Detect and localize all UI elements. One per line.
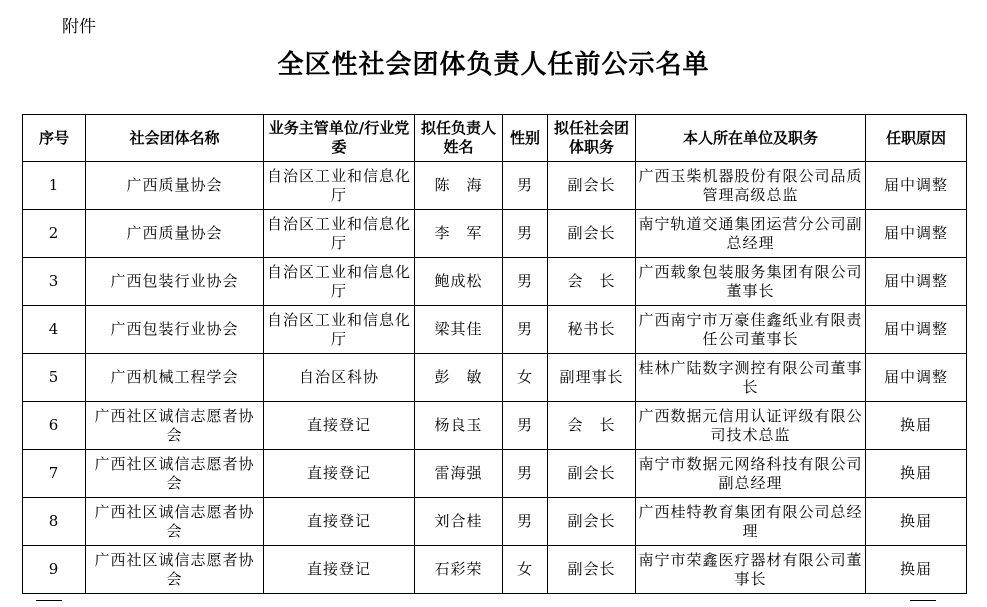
cell-number: 2 — [23, 210, 86, 258]
cell-gender: 男 — [503, 402, 548, 450]
cell-number: 5 — [23, 354, 86, 402]
cell-candidate-name: 雷海强 — [415, 450, 503, 498]
table-header-row — [23, 115, 967, 162]
column-header-organization: 社会团体名称 — [86, 115, 264, 162]
page-edge-mark — [36, 600, 62, 601]
cell-number: 9 — [23, 546, 86, 594]
cell-organization: 广西包装行业协会 — [86, 258, 264, 306]
cell-employer: 南宁市数据元网络科技有限公司副总经理 — [636, 450, 866, 498]
column-header-reason: 任职原因 — [866, 115, 967, 162]
cell-position: 副会长 — [548, 498, 636, 546]
cell-position: 副会长 — [548, 546, 636, 594]
cell-candidate-name: 石彩荣 — [415, 546, 503, 594]
cell-organization: 广西社区诚信志愿者协会 — [86, 450, 264, 498]
cell-candidate-name: 陈 海 — [415, 162, 503, 210]
cell-number: 6 — [23, 402, 86, 450]
cell-gender: 男 — [503, 306, 548, 354]
cell-position: 副会长 — [548, 450, 636, 498]
table-row — [23, 162, 967, 210]
column-header-employer: 本人所在单位及职务 — [636, 115, 866, 162]
cell-position: 会 长 — [548, 402, 636, 450]
cell-reason: 换届 — [866, 498, 967, 546]
cell-reason: 届中调整 — [866, 210, 967, 258]
cell-reason: 换届 — [866, 450, 967, 498]
column-header-candidate-name: 拟任负责人姓名 — [415, 115, 503, 162]
cell-supervisor: 自治区工业和信息化厅 — [264, 162, 415, 210]
column-header-position: 拟任社会团体职务 — [548, 115, 636, 162]
cell-organization: 广西质量协会 — [86, 210, 264, 258]
cell-reason: 届中调整 — [866, 354, 967, 402]
cell-candidate-name: 杨良玉 — [415, 402, 503, 450]
cell-employer: 桂林广陆数字测控有限公司董事长 — [636, 354, 866, 402]
cell-organization: 广西社区诚信志愿者协会 — [86, 402, 264, 450]
cell-gender: 男 — [503, 210, 548, 258]
attachment-label: 附件 — [62, 17, 96, 37]
cell-gender: 男 — [503, 162, 548, 210]
page-edge-mark — [910, 600, 936, 601]
cell-employer: 南宁市荣鑫医疗器材有限公司董事长 — [636, 546, 866, 594]
table-row — [23, 210, 967, 258]
column-header-supervisor: 业务主管单位/行业党委 — [264, 115, 415, 162]
cell-reason: 届中调整 — [866, 258, 967, 306]
cell-gender: 女 — [503, 546, 548, 594]
cell-gender: 男 — [503, 450, 548, 498]
cell-gender: 男 — [503, 498, 548, 546]
cell-supervisor: 自治区科协 — [264, 354, 415, 402]
cell-reason: 届中调整 — [866, 306, 967, 354]
table-row — [23, 306, 967, 354]
cell-candidate-name: 刘合桂 — [415, 498, 503, 546]
cell-organization: 广西机械工程学会 — [86, 354, 264, 402]
cell-organization: 广西包装行业协会 — [86, 306, 264, 354]
cell-candidate-name: 李 军 — [415, 210, 503, 258]
cell-candidate-name: 鲍成松 — [415, 258, 503, 306]
column-header-gender: 性别 — [503, 115, 548, 162]
roster-table — [22, 114, 967, 594]
cell-number: 7 — [23, 450, 86, 498]
cell-supervisor: 自治区工业和信息化厅 — [264, 258, 415, 306]
cell-supervisor: 自治区工业和信息化厅 — [264, 210, 415, 258]
cell-reason: 届中调整 — [866, 162, 967, 210]
cell-organization: 广西质量协会 — [86, 162, 264, 210]
cell-employer: 广西玉柴机器股份有限公司品质管理高级总监 — [636, 162, 866, 210]
cell-position: 副会长 — [548, 210, 636, 258]
cell-position: 副理事长 — [548, 354, 636, 402]
cell-number: 4 — [23, 306, 86, 354]
document-title: 全区性社会团体负责人任前公示名单 — [277, 50, 710, 80]
cell-reason: 换届 — [866, 546, 967, 594]
cell-gender: 女 — [503, 354, 548, 402]
table-row — [23, 402, 967, 450]
cell-employer: 南宁轨道交通集团运营分公司副总经理 — [636, 210, 866, 258]
table-row — [23, 354, 967, 402]
cell-candidate-name: 彭 敏 — [415, 354, 503, 402]
cell-employer: 广西南宁市万豪佳鑫纸业有限责任公司董事长 — [636, 306, 866, 354]
cell-reason: 换届 — [866, 402, 967, 450]
cell-organization: 广西社区诚信志愿者协会 — [86, 498, 264, 546]
table-row — [23, 450, 967, 498]
cell-gender: 男 — [503, 258, 548, 306]
cell-organization: 广西社区诚信志愿者协会 — [86, 546, 264, 594]
cell-employer: 广西数据元信用认证评级有限公司技术总监 — [636, 402, 866, 450]
cell-number: 8 — [23, 498, 86, 546]
cell-supervisor: 直接登记 — [264, 498, 415, 546]
cell-supervisor: 直接登记 — [264, 402, 415, 450]
cell-supervisor: 直接登记 — [264, 450, 415, 498]
cell-employer: 广西载象包装服务集团有限公司董事长 — [636, 258, 866, 306]
cell-number: 1 — [23, 162, 86, 210]
cell-supervisor: 直接登记 — [264, 546, 415, 594]
table-row — [23, 498, 967, 546]
column-header-number: 序号 — [23, 115, 86, 162]
cell-position: 副会长 — [548, 162, 636, 210]
cell-candidate-name: 梁其佳 — [415, 306, 503, 354]
cell-position: 秘书长 — [548, 306, 636, 354]
cell-number: 3 — [23, 258, 86, 306]
table-row — [23, 258, 967, 306]
table-row — [23, 546, 967, 594]
cell-supervisor: 自治区工业和信息化厅 — [264, 306, 415, 354]
cell-position: 会 长 — [548, 258, 636, 306]
cell-employer: 广西桂特教育集团有限公司总经理 — [636, 498, 866, 546]
